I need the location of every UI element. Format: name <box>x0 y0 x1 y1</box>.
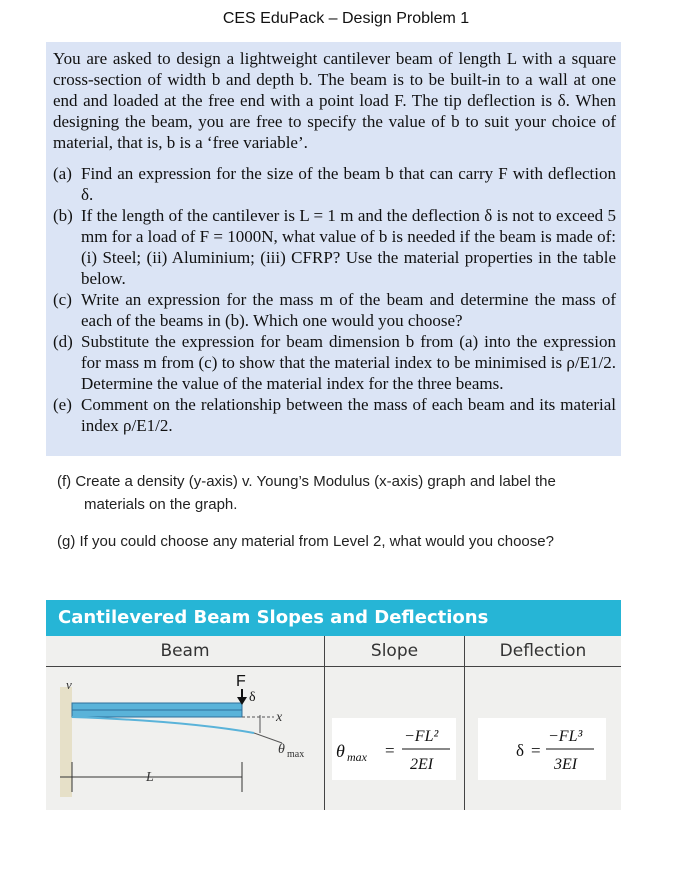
force-label: F <box>236 673 246 690</box>
theta-sub-label: max <box>287 749 305 760</box>
deflection-lhs: δ <box>516 741 525 760</box>
deflected-curve <box>72 717 254 733</box>
question-text: If the length of the cantilever is L = 1 m and the deflection δ is not to exceed 5 mm for a load of F = 1000N, what value of b is needed if the beam is made of: (i) Steel; (ii) Aluminium; (iii) CFRP? Use the material properties in the table below. <box>81 206 616 288</box>
slope-formula <box>332 718 456 780</box>
question-text: Write an expression for the mass m of the beam and determine the mass of each of the beams in (b). Which one would you choose? <box>81 290 616 330</box>
column-header-slope: Slope <box>370 641 419 661</box>
question-list <box>53 163 616 436</box>
deflection-equals: = <box>531 741 541 760</box>
question-g-text: (g) If you could choose any material from Level 2, what would you choose? <box>57 533 554 550</box>
delta-label: δ <box>249 690 256 705</box>
question-f <box>57 470 617 516</box>
question-c <box>53 289 616 331</box>
length-label: L <box>146 770 154 785</box>
problem-statement <box>46 42 621 456</box>
slope-denominator: 2EI <box>410 756 434 773</box>
question-label: (c) <box>53 290 72 309</box>
question-label: (b) <box>53 206 73 225</box>
table-body <box>46 636 621 810</box>
slope-lhs: θ <box>336 741 345 761</box>
question-d <box>53 331 616 394</box>
v-label: v <box>66 677 72 692</box>
cantilever-diagram <box>46 667 324 810</box>
question-g <box>57 530 617 553</box>
theta-label: θ <box>278 742 285 757</box>
deflection-formula-svg <box>478 718 606 780</box>
question-text: Find an expression for the size of the beam b that can carry F with deflection δ. <box>81 164 616 204</box>
wall <box>60 687 72 797</box>
deflection-numerator: −FL³ <box>548 728 583 745</box>
intro-text: You are asked to design a lightweight cantilever beam of length L with a square cross-section of width b and depth b. The beam is to be built-in to a wall at one end and loaded at the free end with a point load F. The tip deflection is δ. When designing the beam, you are free to specify the value of b to suit your choice of material, that is, b is a ‘free variable’. <box>53 49 616 152</box>
slope-numerator: −FL² <box>404 728 439 745</box>
intro-paragraph <box>53 48 616 153</box>
question-label: (e) <box>53 395 72 414</box>
question-f-line1: (f) Create a density (y-axis) v. Young’s Modulus (x-axis) graph and label the <box>57 473 556 490</box>
slope-lhs-sub: max <box>347 750 367 764</box>
slope-formula-svg <box>332 718 456 780</box>
question-text: Comment on the relationship between the mass of each beam and its material index ρ/E1/2. <box>81 395 616 435</box>
question-b <box>53 205 616 289</box>
question-text: Substitute the expression for beam dimension b from (a) into the expression for mass m from (c) to show that the material index to be minimised is ρ/E1/2. Determine the value of the material index for the three beams. <box>81 332 616 393</box>
question-a <box>53 163 616 205</box>
question-label: (a) <box>53 164 72 183</box>
x-label: x <box>276 710 283 725</box>
question-f-line2: materials on the graph. <box>84 496 238 513</box>
deflection-formula <box>478 718 606 780</box>
column-header-beam: Beam <box>160 641 210 661</box>
page-title: CES EduPack – Design Problem 1 <box>222 10 470 27</box>
beam-table <box>46 600 621 810</box>
question-e <box>53 394 616 436</box>
deflection-denominator: 3EI <box>554 756 578 773</box>
table-title: Cantilevered Beam Slopes and Deflections <box>46 600 621 636</box>
slope-equals: = <box>385 741 395 760</box>
column-header-deflection: Deflection <box>499 641 587 661</box>
question-label: (d) <box>53 332 73 351</box>
